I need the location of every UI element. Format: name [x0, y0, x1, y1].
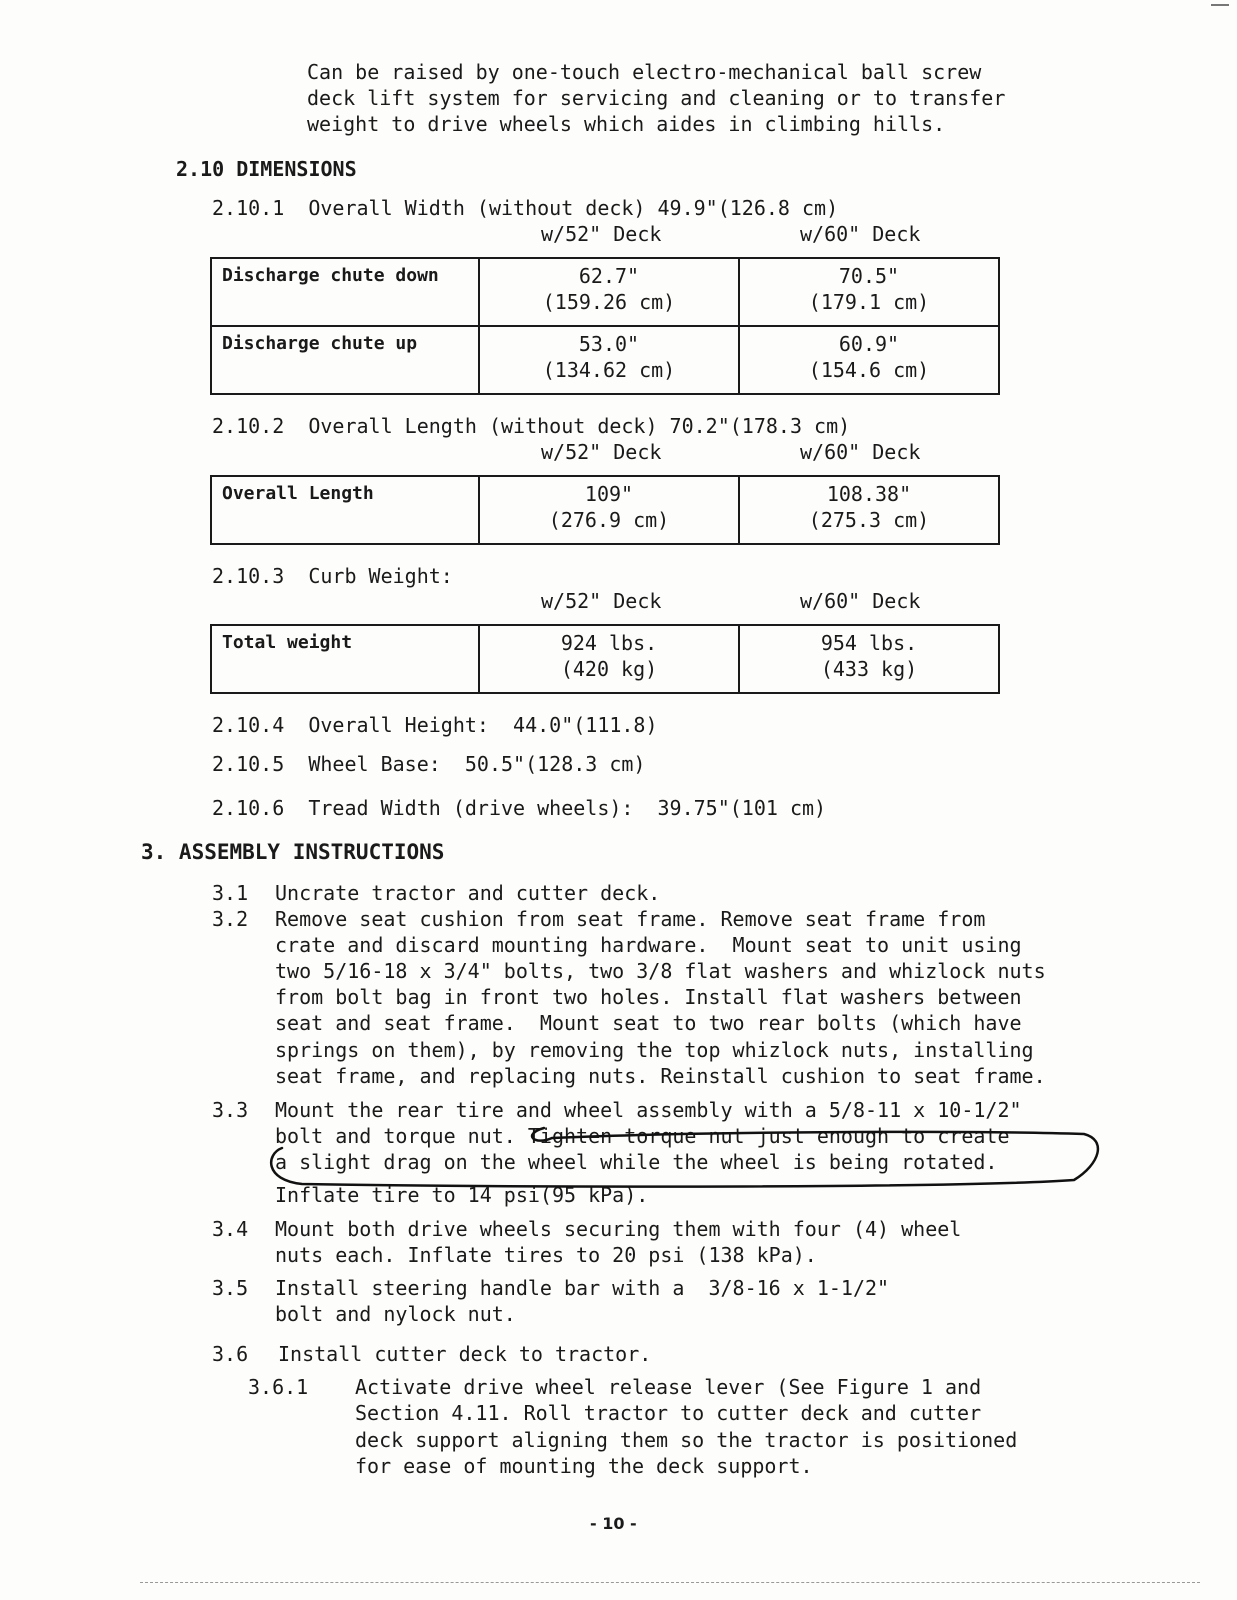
step-text: seat frame, and replacing nuts. Reinstall cushion to seat frame.	[275, 1064, 1046, 1088]
value-cell	[739, 326, 999, 394]
step-text: springs on them), by removing the top whizlock nuts, installing	[275, 1038, 1034, 1062]
section-heading-2-10: 2.10 DIMENSIONS	[176, 157, 357, 181]
row-label: Total weight	[211, 625, 479, 693]
wheel-base-line: 2.10.5 Wheel Base: 50.5"(128.3 cm)	[212, 752, 646, 776]
page-number: - 10 -	[590, 1514, 637, 1533]
col-header-60-length: w/60" Deck	[800, 440, 921, 464]
step-text: Section 4.11. Roll tractor to cutter deck and cutter	[355, 1401, 982, 1425]
col-header-60-width: w/60" Deck	[800, 222, 921, 246]
value-cell	[739, 476, 999, 544]
value-inch: 108.38"	[826, 482, 912, 506]
step-text: deck support aligning them so the tractor is positioned	[355, 1428, 1018, 1452]
row-label: Discharge chute up	[211, 326, 479, 394]
overall-height-line: 2.10.4 Overall Height: 44.0"(111.8)	[212, 713, 658, 737]
step-text: nuts each. Inflate tires to 20 psi (138 kPa).	[275, 1243, 817, 1267]
step-number: 3.4	[212, 1217, 249, 1241]
value-cm: (134.62 cm)	[542, 358, 676, 382]
step-text: Install cutter deck to tractor.	[278, 1342, 652, 1366]
col-header-52-weight: w/52" Deck	[541, 589, 662, 613]
step-text: Mount the rear tire and wheel assembly with a 5/8-11 x 10-1/2"	[275, 1098, 1022, 1122]
value-cell	[739, 258, 999, 326]
step-text: Remove seat cushion from seat frame. Remove seat frame from	[275, 907, 986, 931]
step-text: for ease of mounting the deck support.	[355, 1454, 813, 1478]
row-label: Discharge chute down	[211, 258, 479, 326]
step-text: Install steering handle bar with a 3/8-16 x 1-1/2"	[275, 1276, 890, 1300]
step-text: Mount both drive wheels securing them with four (4) wheel	[275, 1217, 962, 1241]
step-text: Uncrate tractor and cutter deck.	[275, 881, 661, 905]
table-row	[211, 326, 999, 394]
value-cm: (154.6 cm)	[808, 358, 930, 382]
col-header-60-weight: w/60" Deck	[800, 589, 921, 613]
step-number: 3.6.1	[248, 1375, 309, 1399]
step-text: Inflate tire to 14 psi(95 kPa).	[275, 1183, 649, 1207]
col-header-52-length: w/52" Deck	[541, 440, 662, 464]
weight-table	[210, 624, 1000, 694]
value-cm: (159.26 cm)	[542, 290, 676, 314]
col-header-52-width: w/52" Deck	[541, 222, 662, 246]
step-number: 3.5	[212, 1276, 249, 1300]
intro-line-1: Can be raised by one-touch electro-mechanical ball screw	[307, 60, 982, 84]
table-row	[211, 625, 999, 693]
value-lbs: 954 lbs.	[820, 631, 918, 655]
value-inch: 70.5"	[838, 264, 900, 288]
step-text: crate and discard mounting hardware. Mount seat to unit using	[275, 933, 1022, 957]
value-inch: 53.0"	[578, 332, 640, 356]
value-inch: 109"	[584, 482, 634, 506]
value-inch: 62.7"	[578, 264, 640, 288]
step-number: 3.2	[212, 907, 249, 931]
value-cell	[479, 326, 739, 394]
value-cm: (179.1 cm)	[808, 290, 930, 314]
step-text: seat and seat frame. Mount seat to two rear bolts (which have	[275, 1011, 1022, 1035]
row-label: Overall Length	[211, 476, 479, 544]
step-text: Activate drive wheel release lever (See Figure 1 and	[355, 1375, 982, 1399]
step-number: 3.3	[212, 1098, 249, 1122]
table-row	[211, 476, 999, 544]
value-cm: (275.3 cm)	[808, 508, 930, 532]
step-text: a slight drag on the wheel while the wheel is being rotated.	[275, 1150, 998, 1174]
step-text: bolt and nylock nut.	[275, 1302, 516, 1326]
value-cm: (276.9 cm)	[548, 508, 670, 532]
corner-mark	[1211, 4, 1229, 6]
width-table	[210, 257, 1000, 395]
curb-weight-line: 2.10.3 Curb Weight:	[212, 564, 453, 588]
step-number: 3.6	[212, 1342, 249, 1366]
overall-length-line: 2.10.2 Overall Length (without deck) 70.2"(178.3 cm)	[212, 414, 851, 438]
value-cell	[479, 258, 739, 326]
step-text: from bolt bag in front two holes. Install flat washers between	[275, 985, 1022, 1009]
step-text: bolt and torque nut. Tighten torque nut just enough to create	[275, 1124, 1010, 1148]
value-cell	[479, 625, 739, 693]
bottom-rule	[140, 1582, 1200, 1583]
value-inch: 60.9"	[838, 332, 900, 356]
intro-line-2: deck lift system for servicing and cleaning or to transfer	[307, 86, 1006, 110]
value-cell	[479, 476, 739, 544]
step-text: two 5/16-18 x 3/4" bolts, two 3/8 flat washers and whizlock nuts	[275, 959, 1046, 983]
step-number: 3.1	[212, 881, 249, 905]
value-lbs: 924 lbs.	[560, 631, 658, 655]
overall-width-line: 2.10.1 Overall Width (without deck) 49.9"(126.8 cm)	[212, 196, 839, 220]
length-table	[210, 475, 1000, 545]
value-kg: (420 kg)	[560, 657, 658, 681]
intro-line-3: weight to drive wheels which aides in climbing hills.	[307, 112, 946, 136]
table-row	[211, 258, 999, 326]
value-kg: (433 kg)	[820, 657, 918, 681]
value-cell	[739, 625, 999, 693]
section-heading-3: 3. ASSEMBLY INSTRUCTIONS	[141, 840, 445, 864]
tread-width-line: 2.10.6 Tread Width (drive wheels): 39.75"(101 cm)	[212, 796, 827, 820]
